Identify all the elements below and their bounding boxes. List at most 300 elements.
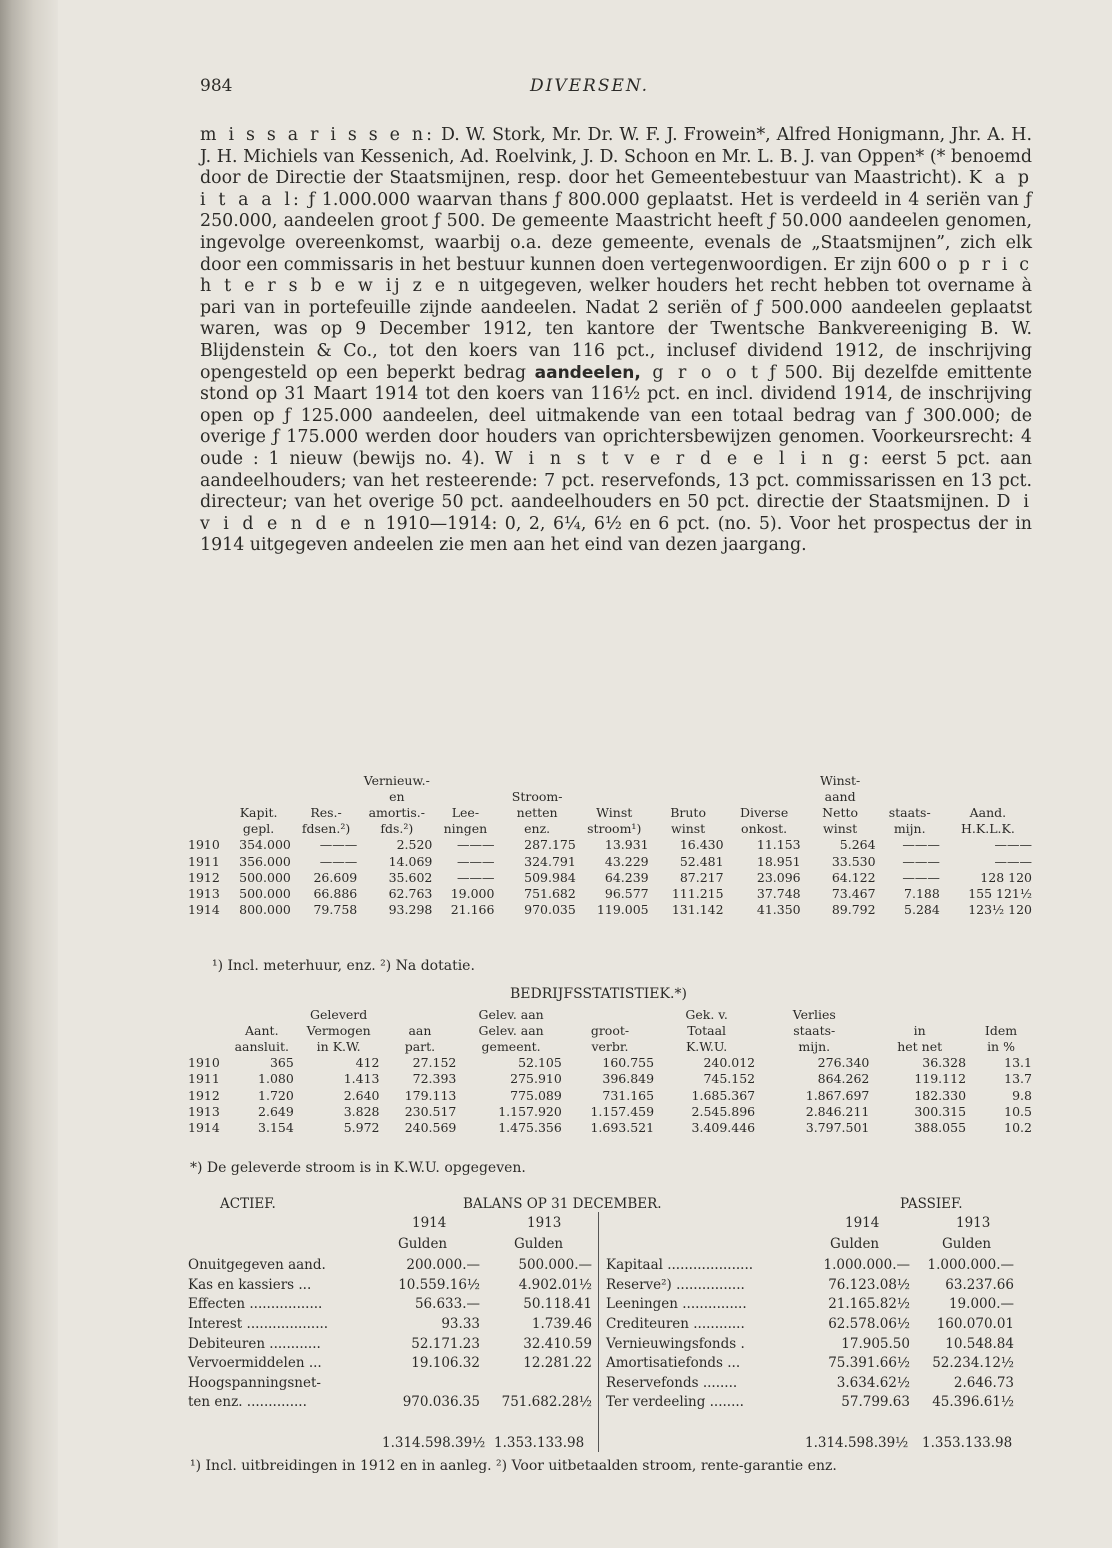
table-cell: 354.000 (239, 837, 291, 853)
row-label: Vernieuwingsfonds . (606, 1335, 745, 1352)
table-cell: 16.430 (679, 837, 724, 853)
table-footnote: *) De geleverde stroom is in K.W.U. opgegeven. (190, 1160, 526, 1176)
statistics-title: BEDRIJFSSTATISTIEK.*) (510, 986, 687, 1002)
balance-row (186, 1334, 594, 1354)
table-cell: 19.000.— (948, 1296, 1014, 1313)
column-header: stroom¹) (587, 821, 642, 837)
column-header: Vermogen (306, 1022, 371, 1038)
table-cell: ——— (456, 837, 495, 853)
table-cell: 1.413 (343, 1071, 380, 1087)
table-cell: 19.106.32 (411, 1355, 480, 1372)
row-label: Effecten ................. (188, 1296, 323, 1313)
paragraph-text: eerst 5 pct. aan aandeelhouders; van het resteerende: 7 pct. reservefonds, 13 pct. commissarissen en 13 pct. directeur; van het overige 50 pct. aandeelhouders en 50 pct. directie der Staatsmijnen. (200, 448, 1032, 513)
column-header: en (389, 788, 405, 804)
column-header: Idem (984, 1022, 1018, 1038)
table-cell: 45.396.61½ (932, 1394, 1014, 1411)
column-header: onkost. (741, 821, 788, 837)
row-label: Reserve²) ................ (606, 1276, 745, 1293)
table-cell: 119.112 (914, 1071, 967, 1087)
balance-row (186, 1256, 594, 1276)
running-header (200, 76, 1030, 100)
table-cell (482, 1374, 594, 1394)
balance-title: BALANS OP 31 DECEMBER. (463, 1196, 662, 1212)
unit-header: Gulden (398, 1236, 448, 1252)
column-header (496, 772, 577, 788)
table-cell: 36.328 (922, 1055, 967, 1071)
table-cell: 324.791 (524, 853, 576, 869)
table-header-row (186, 1038, 1034, 1054)
table-cell: 111.215 (671, 885, 724, 901)
row-label: Ter verdeeling ........ (606, 1394, 744, 1411)
column-header: Winst- (819, 772, 861, 788)
column-header: fds.²) (380, 821, 414, 837)
unit-header: Gulden (514, 1236, 564, 1252)
table-cell: 970.036.35 (402, 1394, 480, 1411)
table-cell: 864.262 (817, 1071, 870, 1087)
table-cell: 131.142 (671, 902, 724, 918)
column-header (224, 788, 293, 804)
table-cell: 10.559.16½ (398, 1276, 480, 1293)
column-header: Gelev. aan (478, 1006, 544, 1022)
table-cell: 52.171.23 (411, 1335, 480, 1352)
table-cell: 179.113 (404, 1087, 457, 1103)
column-header (726, 772, 803, 788)
column-header: Lee- (451, 804, 480, 820)
table-cell: 41.350 (756, 902, 801, 918)
column-header: Geleverd (310, 1006, 368, 1022)
table-row (186, 837, 1034, 853)
table-cell: 1.693.521 (590, 1119, 655, 1135)
table-cell (372, 1374, 482, 1394)
table-row (186, 869, 1034, 885)
table-cell: 5.972 (343, 1119, 380, 1135)
row-label: 1912 (188, 1087, 220, 1103)
row-label: 1913 (188, 1103, 220, 1119)
column-header: Stroom- (511, 788, 563, 804)
table-cell: 356.000 (239, 853, 291, 869)
column-header (434, 788, 496, 804)
table-cell: 7.188 (904, 885, 940, 901)
balance-row (604, 1315, 1016, 1335)
table-cell: 3.634.62½ (836, 1374, 910, 1391)
column-header: staats- (793, 1022, 836, 1038)
table-header-row (186, 1006, 1034, 1022)
paragraph-text: ƒ 500. Bij dezelfde emittente stond op 31 Maart 1914 tot den koers van 116½ pct. en incl. dividend 1914, de inschrijving open op ƒ 125.000 aandeelen, deel uitmakende van een totaal bedrag van ƒ 300.000; de overige ƒ 175.000 werden door houders van oprichtersbewijzen genomen. Voorkeursrecht: 4 oude : 1 nieuw (bewijs no. 4). (200, 362, 1032, 469)
balance-divider (598, 1212, 599, 1452)
company-description-paragraph (200, 125, 1032, 557)
column-header (186, 1006, 228, 1022)
year-header: 1913 (956, 1215, 991, 1231)
table-cell: 275.910 (510, 1071, 562, 1087)
financial-results-table (186, 772, 1034, 918)
column-header (578, 772, 651, 788)
table-cell: 276.340 (817, 1055, 870, 1071)
row-label: Amortisatiefonds ... (606, 1355, 741, 1372)
table-cell: 2.846.211 (805, 1103, 870, 1119)
balance-row (186, 1295, 594, 1315)
column-header (186, 772, 224, 788)
table-cell: 64.122 (831, 869, 876, 885)
row-label: Kapitaal .................... (606, 1257, 754, 1274)
balance-row (186, 1393, 594, 1413)
bold-term: aandeelen, (534, 362, 641, 383)
table-cell: 79.758 (313, 902, 358, 918)
table-cell: 10.5 (1004, 1103, 1032, 1119)
row-label: Reservefonds ........ (606, 1374, 738, 1391)
table-header-row (186, 804, 1034, 820)
column-header: Aand. (969, 804, 1007, 820)
table-cell: 731.165 (602, 1087, 655, 1103)
passief-total-1913: 1.353.133.98 (922, 1435, 1013, 1451)
column-header: ningen (443, 821, 488, 837)
table-cell: 775.089 (510, 1087, 562, 1103)
table-cell: 32.410.59 (523, 1335, 592, 1352)
column-header (186, 788, 224, 804)
column-header: mijn. (798, 1038, 831, 1054)
table-cell: ——— (994, 837, 1032, 853)
table-cell: 57.799.63 (841, 1394, 910, 1411)
table-cell: 155 121½ (968, 885, 1032, 901)
column-header (651, 772, 726, 788)
row-label: Kas en kassiers ... (188, 1276, 312, 1293)
table-cell: 751.682.28½ (501, 1394, 592, 1411)
table-cell: 89.792 (831, 902, 876, 918)
column-header (878, 772, 942, 788)
column-header: in (913, 1022, 926, 1038)
actief-table (186, 1256, 594, 1413)
row-label: 1914 (188, 1119, 220, 1135)
row-label: 1911 (188, 853, 220, 869)
column-header: enz. (524, 821, 551, 837)
row-label: Leeningen ............... (606, 1296, 747, 1313)
table-cell: 37.748 (756, 885, 801, 901)
table-cell: 10.2 (1004, 1119, 1032, 1135)
spaced-term: m i s s a r i s s e n: (200, 125, 435, 145)
table-cell: 13.931 (604, 837, 649, 853)
table-header-row (186, 1022, 1034, 1038)
column-header (726, 788, 803, 804)
table-cell: 119.005 (596, 902, 649, 918)
balance-footnote: ¹) Incl. uitbreidingen in 1912 en in aanleg. ²) Voor uitbetaalden stroom, rente-garantie enz. (190, 1458, 837, 1474)
table-cell: 10.548.84 (945, 1335, 1014, 1352)
column-header (878, 788, 942, 804)
table-cell: 182.330 (914, 1087, 967, 1103)
table-cell: 93.298 (388, 902, 433, 918)
column-header: Diverse (739, 804, 789, 820)
spaced-term: W i n s t v e r d e e l i n g: (494, 448, 872, 469)
row-label: 1911 (188, 1071, 220, 1087)
year-header: 1914 (412, 1215, 447, 1231)
table-cell: 412 (355, 1055, 380, 1071)
table-cell: 287.175 (524, 837, 576, 853)
column-header: Aant. (245, 1022, 279, 1038)
row-label: Hoogspanningsnet- (188, 1374, 321, 1391)
table-cell: 64.239 (604, 869, 649, 885)
running-title: DIVERSEN. (530, 76, 650, 96)
spaced-term: K a p i t a a l: (200, 168, 1032, 210)
table-cell: 3.409.446 (691, 1119, 756, 1135)
table-cell: 3.154 (258, 1119, 294, 1135)
table-cell: 751.682 (524, 885, 576, 901)
passief-total-1914: 1.314.598.39½ (805, 1435, 909, 1451)
table-cell: 26.609 (313, 869, 358, 885)
balance-row (604, 1256, 1016, 1276)
paragraph-text: uitgegeven, welker houders het recht hebben tot overname à pari van in portefeuille zijnde aandeelen. Nadat 2 seriën of ƒ 500.000 aandeelen geplaatst waren, was op 9 December 1912, ten kantore der Twentsche Bankvereeniging B. W. Blijdenstein & Co., tot den koers van 116 pct., inclusef dividend 1912, de inschrijving opengesteld op een beperkt bedrag (200, 276, 1032, 383)
table-cell: 13.1 (1004, 1055, 1032, 1071)
table-cell: 33.530 (831, 853, 876, 869)
column-header: Verlies (792, 1006, 836, 1022)
table-row (186, 902, 1034, 918)
spaced-term: o p r i c h t e r s b e w ij z e n (200, 254, 1032, 297)
column-header: Res.- (310, 804, 342, 820)
table-cell: 27.152 (412, 1055, 457, 1071)
column-header: Totaal (687, 1022, 727, 1038)
paragraph-text: D. W. Stork, Mr. Dr. W. F. J. Frowein*, Alfred Honigmann, Jhr. A. H. J. H. Michiels van Kessenich, Ad. Roelvink, J. D. Schoon en Mr. L. B. J. van Oppen* (* benoemd door de Directie der Staatsmijnen, resp. door het Gemeentebestuur van Maastricht). (200, 125, 1032, 189)
table-cell: 300.315 (914, 1103, 967, 1119)
table-cell: 1.475.356 (498, 1119, 562, 1135)
balance-row (604, 1393, 1016, 1413)
balance-row (186, 1354, 594, 1374)
table-cell: 5.264 (839, 837, 876, 853)
column-header: H.K.L.K. (961, 821, 1015, 837)
table-cell: 50.118.41 (523, 1296, 592, 1313)
table-row (186, 1119, 1034, 1135)
table-cell: 62.578.06½ (828, 1316, 910, 1333)
column-header: amortis.- (368, 804, 426, 820)
table-cell: 1.157.459 (590, 1103, 655, 1119)
row-label: 1913 (188, 885, 220, 901)
column-header: part. (404, 1038, 436, 1054)
table-cell: 3.797.501 (805, 1119, 870, 1135)
column-header: in % (987, 1038, 1015, 1054)
balance-row (604, 1276, 1016, 1296)
row-label: 1910 (188, 1055, 220, 1071)
table-cell: 200.000.— (406, 1257, 480, 1274)
table-row (186, 1103, 1034, 1119)
table-cell: 63.237.66 (945, 1276, 1014, 1293)
table-cell: 3.828 (343, 1103, 380, 1119)
row-label: 1914 (188, 902, 220, 918)
table-cell: ——— (319, 853, 358, 869)
table-cell: 500.000 (239, 869, 291, 885)
row-label: ten enz. .............. (188, 1394, 307, 1411)
column-header (578, 788, 651, 804)
column-header: gepl. (242, 821, 275, 837)
column-header: Winst (596, 804, 633, 820)
row-label: Vervoermiddelen ... (188, 1355, 322, 1372)
table-cell: 2.545.896 (691, 1103, 756, 1119)
table-cell: 500.000.— (518, 1257, 592, 1274)
table-cell: 1.739.46 (531, 1316, 592, 1333)
table-cell: 2.520 (396, 837, 433, 853)
column-header: K.W.U. (685, 1038, 728, 1054)
table-cell: 72.393 (412, 1071, 457, 1087)
paragraph-text: 1910—1914: 0, 2, 6¼, 6½ en 6 pct. (no. 5). Voor het prospectus der in 1914 uitgegeven andeelen zie men aan het eind van dezen jaargang. (200, 513, 1032, 556)
column-header: Vernieuw.- (363, 772, 430, 788)
balance-row (604, 1295, 1016, 1315)
column-header: winst (671, 821, 706, 837)
table-row (186, 885, 1034, 901)
table-cell: 240.012 (703, 1055, 756, 1071)
column-header: Gelev. aan (478, 1022, 544, 1038)
table-cell: 2.640 (343, 1087, 380, 1103)
table-cell: 1.080 (258, 1071, 294, 1087)
column-header: in K.W. (316, 1038, 361, 1054)
actief-total-1913: 1.353.133.98 (494, 1435, 585, 1451)
column-header: groot- (590, 1022, 630, 1038)
table-cell: 5.284 (904, 902, 940, 918)
table-cell: 160.755 (602, 1055, 655, 1071)
table-cell: 43.229 (604, 853, 649, 869)
column-header: Netto (822, 804, 859, 820)
table-cell: 1.685.367 (691, 1087, 756, 1103)
table-cell: 1.867.697 (805, 1087, 870, 1103)
table-cell: 2.646.73 (953, 1374, 1014, 1391)
column-header: aansluit. (234, 1038, 289, 1054)
table-cell: 75.391.66½ (828, 1355, 910, 1372)
table-cell: 66.886 (313, 885, 358, 901)
table-footnote: ¹) Incl. meterhuur, enz. ²) Na dotatie. (212, 958, 475, 974)
table-cell: 56.633.— (414, 1296, 480, 1313)
balance-row (186, 1315, 594, 1335)
table-cell: ——— (902, 853, 940, 869)
column-header: Bruto (670, 804, 706, 820)
table-cell: 76.123.08½ (828, 1276, 910, 1293)
column-header (382, 1006, 459, 1022)
table-cell: 21.165.82½ (828, 1296, 910, 1313)
table-row (186, 1087, 1034, 1103)
table-cell: 9.8 (1012, 1087, 1032, 1103)
column-header: winst (823, 821, 858, 837)
actief-label: ACTIEF. (220, 1196, 276, 1212)
balance-row (604, 1334, 1016, 1354)
actief-total-1914: 1.314.598.39½ (382, 1435, 486, 1451)
spaced-term: g r o o t (640, 362, 761, 383)
column-header (434, 772, 496, 788)
table-cell: 52.481 (679, 853, 724, 869)
table-cell: 13.7 (1004, 1071, 1032, 1087)
table-cell: 970.035 (524, 902, 576, 918)
table-cell: 123½ 120 (968, 902, 1032, 918)
table-cell: 18.951 (756, 853, 801, 869)
table-cell: 93.33 (441, 1316, 480, 1333)
table-cell: 365 (269, 1055, 294, 1071)
balance-row (604, 1354, 1016, 1374)
table-cell: 396.849 (602, 1071, 655, 1087)
table-cell: 1.000.000.— (823, 1257, 910, 1274)
table-cell: ——— (902, 837, 940, 853)
column-header (564, 1006, 656, 1022)
balance-row (604, 1374, 1016, 1394)
operating-statistics-table (186, 1006, 1034, 1136)
column-header (186, 1022, 228, 1038)
table-cell: 160.070.01 (936, 1316, 1014, 1333)
row-label: 1912 (188, 869, 220, 885)
table-cell: 52.105 (518, 1055, 562, 1071)
table-cell: 800.000 (239, 902, 291, 918)
column-header (293, 788, 359, 804)
unit-header: Gulden (830, 1236, 880, 1252)
year-header: 1913 (527, 1215, 562, 1231)
table-cell: 19.000 (450, 885, 495, 901)
table-cell: 1.000.000.— (927, 1257, 1014, 1274)
table-cell: 12.281.22 (523, 1355, 592, 1372)
column-header: verbr. (591, 1038, 629, 1054)
row-label: Crediteuren ............ (606, 1316, 745, 1333)
passief-table (604, 1256, 1016, 1413)
column-header (186, 804, 224, 820)
table-cell: 509.984 (524, 869, 576, 885)
table-cell: 2.649 (258, 1103, 294, 1119)
table-cell: 1.720 (258, 1087, 294, 1103)
row-label: Interest ................... (188, 1316, 329, 1333)
table-header-row (186, 821, 1034, 837)
column-header (651, 788, 726, 804)
table-cell: 745.152 (703, 1071, 756, 1087)
table-cell: ——— (456, 853, 495, 869)
column-header (186, 1038, 228, 1054)
row-label: 1910 (188, 837, 220, 853)
table-cell: 96.577 (604, 885, 649, 901)
table-cell: ——— (456, 869, 495, 885)
table-cell: 52.234.12½ (932, 1355, 1014, 1372)
table-cell: 230.517 (404, 1103, 457, 1119)
table-header-row (186, 788, 1034, 804)
table-row (186, 1071, 1034, 1087)
table-cell: ——— (994, 853, 1032, 869)
column-header: netten (516, 804, 558, 820)
column-header (942, 788, 1034, 804)
column-header: Gek. v. (685, 1006, 728, 1022)
row-label: Debiteuren ............ (188, 1335, 321, 1352)
balance-row (186, 1276, 594, 1296)
table-cell: ——— (902, 869, 940, 885)
column-header: het net (897, 1038, 943, 1054)
passief-label: PASSIEF. (900, 1196, 963, 1212)
table-cell: ——— (319, 837, 358, 853)
table-header-row (186, 772, 1034, 788)
table-cell: 62.763 (388, 885, 433, 901)
balance-row (186, 1374, 594, 1394)
table-cell: 11.153 (756, 837, 801, 853)
column-header: gemeent. (481, 1038, 541, 1054)
column-header: Kapit. (239, 804, 278, 820)
column-header: aand (824, 788, 856, 804)
unit-header: Gulden (942, 1236, 992, 1252)
spaced-term: D i v i d e n d e n (200, 492, 1032, 534)
row-label: Onuitgegeven aand. (188, 1257, 326, 1274)
table-cell: 500.000 (239, 885, 291, 901)
table-cell: 128 120 (980, 869, 1032, 885)
page-number: 984 (200, 76, 233, 96)
table-cell: 21.166 (450, 902, 495, 918)
table-cell: 87.217 (679, 869, 724, 885)
paragraph-text: ƒ 1.000.000 waarvan thans ƒ 800.000 geplaatst. Het is verdeeld in 4 seriën van ƒ 250.000, aandeelen groot ƒ 500. De gemeente Maastricht heeft ƒ 50.000 aandeelen genomen, ingevolge overeenkomst, waarbij o.a. deze gemeente, evenals de „Staatsmijnen”, zich elk door een commissaris in het bestuur kunnen doen vertegenwoordigen. Er zijn 600 (200, 189, 1032, 275)
table-row (186, 1055, 1034, 1071)
column-header: fdsen.²) (301, 821, 351, 837)
column-header: aan (408, 1022, 432, 1038)
column-header (186, 821, 224, 837)
table-cell: 35.602 (388, 869, 433, 885)
table-cell: 23.096 (756, 869, 801, 885)
column-header (224, 772, 293, 788)
column-header (871, 1006, 968, 1022)
column-header (228, 1006, 296, 1022)
column-header (293, 772, 359, 788)
table-cell: 17.905.50 (841, 1335, 910, 1352)
table-row (186, 853, 1034, 869)
column-header: mijn. (893, 821, 926, 837)
